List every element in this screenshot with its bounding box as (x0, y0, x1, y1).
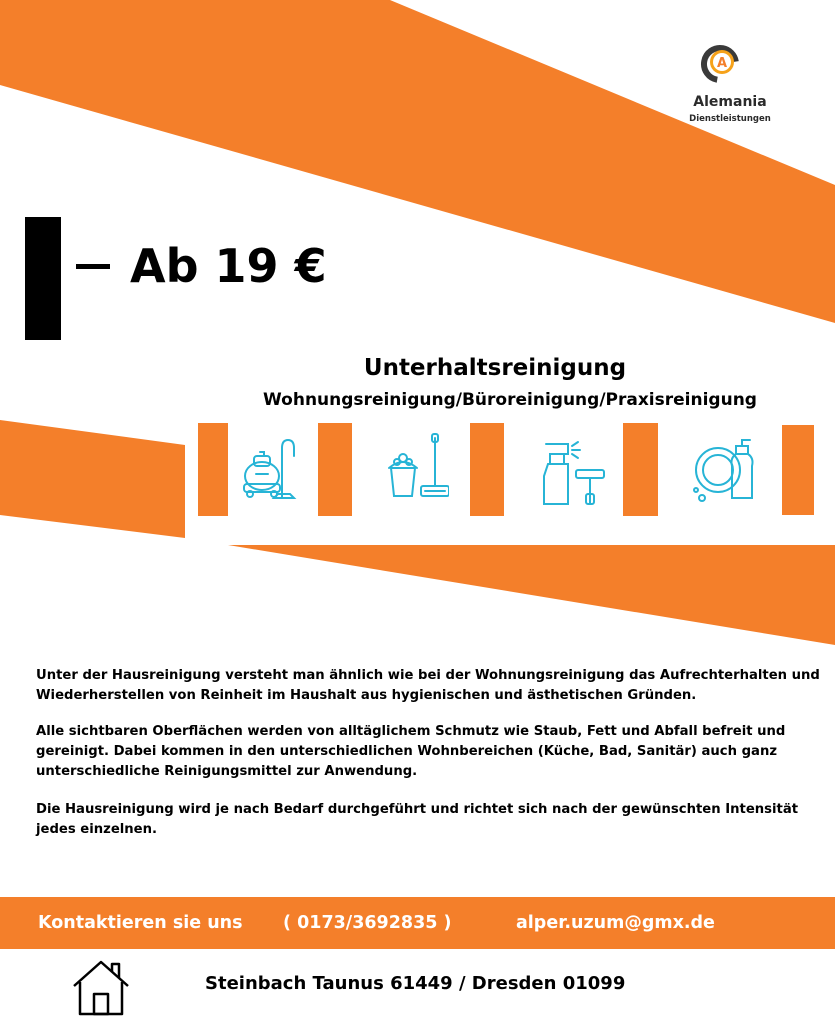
orange-block-3 (470, 423, 504, 516)
vacuum-cleaner-icon (238, 434, 302, 504)
left-orange-band (0, 420, 185, 538)
house-icon (70, 958, 132, 1018)
dish-soap-icon (692, 436, 756, 506)
contact-cta: Kontaktieren sie uns (38, 913, 243, 933)
address: Steinbach Taunus 61449 / Dresden 01099 (205, 973, 626, 994)
price-label: Ab 19 € (130, 239, 327, 293)
contact-phone[interactable]: ( 0173/3692835 ) (283, 913, 452, 933)
orange-block-2 (318, 423, 352, 516)
bucket-mop-icon (385, 432, 449, 502)
description-paragraph-2: Alle sichtbaren Oberflächen werden von alltäglichem Schmutz wie Staub, Fett und Abfall befreit und gereinigt. Dabei kommen in den unterschiedlichen Wohnbereichen (Küche, Bad, Sanitär) auch ganz unterschiedliche Reinigungsmittel zur Anwendung. (36, 724, 786, 779)
contact-email[interactable]: alper.uzum@gmx.de (516, 913, 715, 933)
brand-name: Alemania (693, 94, 767, 110)
spray-squeegee-icon (542, 436, 606, 506)
description-paragraph-1: Unter der Hausreinigung versteht man ähnlich wie bei der Wohnungsreinigung das Aufrechterhalten und Wiederherstellen von Reinheit im Haushalt aus hygienischen und ästhetischen Gründen. (36, 668, 820, 703)
service-subtitle: Wohnungsreinigung/Büroreinigung/Praxisreinigung (263, 390, 757, 410)
logo-letter: A (716, 56, 728, 71)
logo-icon (698, 44, 740, 86)
dash-divider (76, 264, 110, 269)
orange-block-1 (198, 423, 228, 516)
bottom-orange-band (228, 545, 835, 645)
service-title: Unterhaltsreinigung (363, 355, 627, 381)
brand-tagline: Dienstleistungen (689, 114, 771, 124)
black-accent-bar (25, 217, 61, 340)
orange-block-4 (623, 423, 658, 516)
orange-block-5 (782, 425, 814, 515)
description-paragraph-3: Die Hausreinigung wird je nach Bedarf durchgeführt und richtet sich nach der gewünschten Intensität jedes einzelnen. (36, 802, 799, 837)
brand-logo (690, 40, 770, 130)
